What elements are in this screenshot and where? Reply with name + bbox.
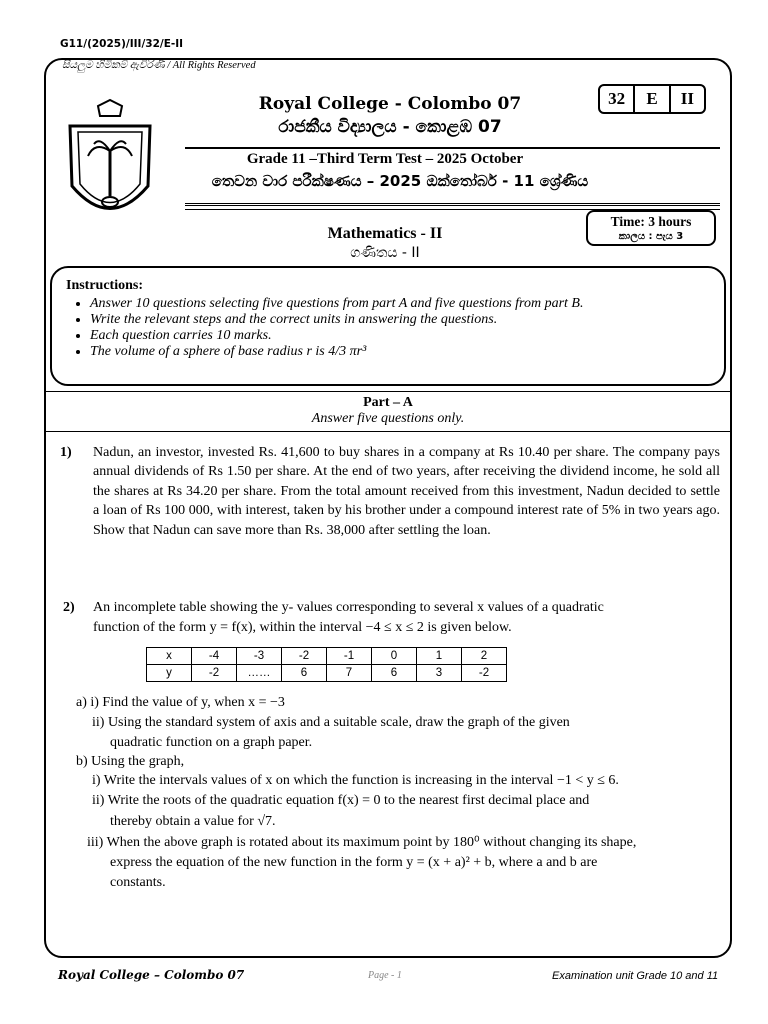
code-box-subject: 32 [600, 86, 635, 112]
term-title-english: Grade 11 –Third Term Test – 2025 October [246, 151, 524, 167]
section-divider [46, 431, 730, 432]
question-1-number: 1) [60, 445, 72, 460]
header-divider [185, 147, 720, 149]
question-1-text: Nadun, an investor, invested Rs. 41,600 to buy shares in a company at Rs 10.40 per share. The company pays annual dividends of Rs 1.50 per share. At the end of two years, after receiving the dividend income, he sold all the shares at Rs 34.20 per share. From the total amount received from this investment, Nadun decided to settle a loan of Rs 100 000, with interest, taken by his brother under a compound interest rate of 5% in two years ago. Show that Nadun can save more than Rs. 38,000 after settling the loan. [93, 445, 720, 538]
question-2-intro-line-2: function of the form y = f(x), within the interval −4 ≤ x ≤ 2 is given below. [93, 620, 512, 635]
term-title-sinhala: තෙවන වාර පරීක්ෂණය – 2025 ඔක්තෝබර් - 11 ශ්‍රේණිය [211, 172, 589, 190]
part-a-title: Part – A [363, 395, 413, 410]
instruction-item: • Write the relevant steps and the correct units in answering the questions. [90, 312, 710, 328]
paper-code: G11/(2025)/III/32/E-II [60, 38, 184, 50]
subject-english: Mathematics - II [327, 225, 443, 242]
table-cell: 0 [372, 648, 417, 665]
question-2-part-a-i: a) i) Find the value of y, when x = −3 [76, 695, 285, 710]
table-cell: y [147, 665, 192, 682]
table-cell: 3 [417, 665, 462, 682]
question-2-part-b-iii-line-3: constants. [110, 875, 166, 890]
question-2-number: 2) [63, 600, 75, 615]
table-cell: -2 [282, 648, 327, 665]
table-cell: 2 [462, 648, 507, 665]
table-cell: 1 [417, 648, 462, 665]
table-cell: -2 [462, 665, 507, 682]
question-2-part-a-ii-line-1: ii) Using the standard system of axis and a suitable scale, draw the graph of the given [92, 715, 570, 730]
table-cell: -1 [327, 648, 372, 665]
school-name-english: Royal College - Colombo 07 [258, 94, 522, 114]
footer-page-number: Page - 1 [368, 970, 402, 981]
footer-school: Royal College – Colombo 07 [58, 968, 245, 982]
time-sinhala: කාලය : පැය 3 [618, 231, 684, 242]
footer-unit: Examination unit Grade 10 and 11 [552, 970, 719, 982]
question-2-part-b-iii-line-2: express the equation of the new function in the form y = (x + a)² + b, where a and b are [110, 855, 598, 870]
table-cell: 6 [282, 665, 327, 682]
question-2-part-b-i: i) Write the intervals values of x on which the function is increasing in the interval −1 < y ≤ 6. [92, 773, 619, 788]
subject-sinhala: ගණිතය - II [350, 245, 420, 261]
time-box [586, 210, 716, 246]
table-row-y [147, 665, 507, 682]
instructions-box [50, 266, 726, 386]
table-cell: …… [237, 665, 282, 682]
code-box-medium: E [635, 86, 670, 112]
question-2-intro-line-1: An incomplete table showing the y- values corresponding to several x values of a quadratic [93, 600, 604, 615]
time-english: Time: 3 hours [610, 214, 692, 229]
section-divider [46, 391, 730, 392]
question-2-part-b-iii-line-1: iii) When the above graph is rotated about its maximum point by 180⁰ without changing its shape, [87, 835, 637, 850]
instruction-item: • Answer 10 questions selecting five questions from part A and five questions from part B. [90, 296, 710, 312]
question-2-part-b-ii-line-2: thereby obtain a value for √7. [110, 814, 276, 829]
instruction-item: • The volume of a sphere of base radius r is 4/3 πr³ [90, 344, 710, 360]
rights-notice: සියලුම හිමිකම් ඇවිරිණි / All Rights Reserved [62, 60, 256, 71]
paper-code-boxes [598, 84, 706, 114]
header-double-divider [185, 203, 720, 210]
table-cell: 6 [372, 665, 417, 682]
school-crest-logo [60, 96, 160, 236]
values-table [146, 647, 507, 682]
question-2-part-a-ii-line-2: quadratic function on a graph paper. [110, 735, 313, 750]
part-a-subtitle: Answer five questions only. [311, 411, 465, 426]
table-cell: x [147, 648, 192, 665]
table-cell: -4 [192, 648, 237, 665]
table-cell: -3 [237, 648, 282, 665]
table-cell: -2 [192, 665, 237, 682]
school-name-sinhala: රාජකීය විද්‍යාලය - කොළඹ 07 [278, 117, 502, 137]
instructions-title: Instructions: [66, 278, 144, 293]
instruction-item: • Each question carries 10 marks. [90, 328, 710, 344]
table-row-x [147, 648, 507, 665]
code-box-paper: II [680, 89, 694, 108]
question-2-part-b-ii-line-1: ii) Write the roots of the quadratic equation f(x) = 0 to the nearest first decimal place and [92, 793, 590, 808]
question-2-part-b: b) Using the graph, [76, 754, 185, 769]
table-cell: 7 [327, 665, 372, 682]
